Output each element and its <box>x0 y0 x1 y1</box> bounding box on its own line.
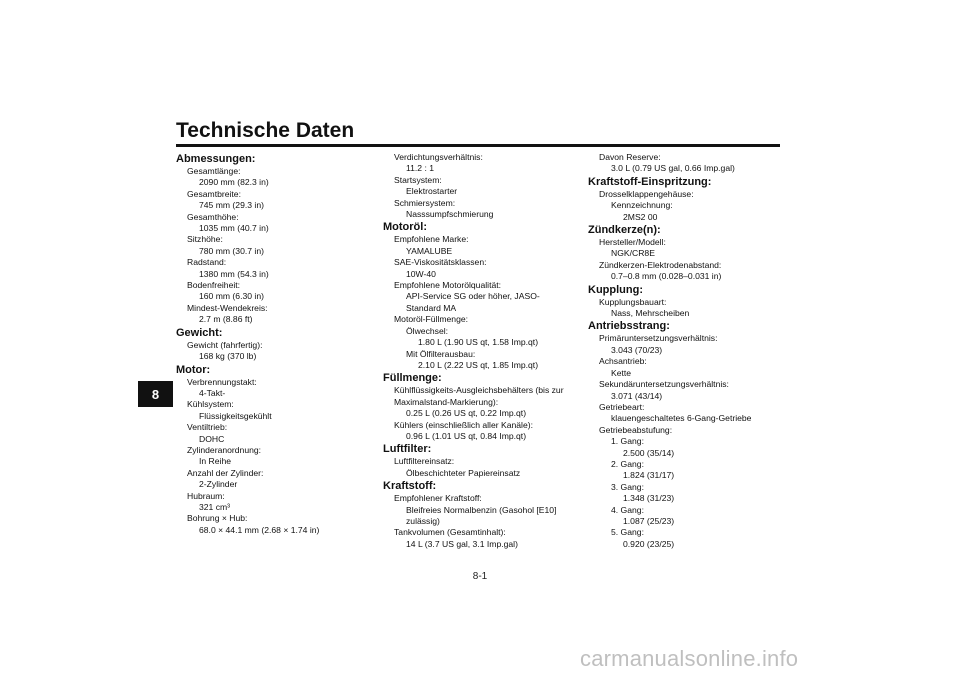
spec-line: Gesamtbreite: <box>187 188 241 199</box>
spec-line: Getriebeart: <box>599 401 645 412</box>
spec-line: Davon Reserve: <box>599 152 661 162</box>
section-heading: Luftfilter: <box>383 443 432 456</box>
spec-line: Kühlflüssigkeits-Ausgleichsbehälters (bis zur <box>394 385 564 396</box>
spec-line: DOHC <box>199 433 225 444</box>
spec-line: 168 kg (370 lb) <box>199 351 257 362</box>
spec-line: Gesamthöhe: <box>187 211 239 222</box>
spec-line: 1.80 L (1.90 US qt, 1.58 Imp.qt) <box>418 337 539 348</box>
spec-line: Verdichtungsverhältnis: <box>394 152 483 162</box>
spec-line: Primäruntersetzungsverhältnis: <box>599 333 718 344</box>
spec-line: 3. Gang: <box>611 481 644 492</box>
spec-line: Ventiltrieb: <box>187 422 228 433</box>
spec-line: 0.920 (23/25) <box>623 538 675 549</box>
spec-line: 1.087 (25/23) <box>623 515 675 526</box>
section-heading: Gewicht: <box>176 326 223 339</box>
section-heading: Kraftstoff-Einspritzung: <box>588 175 712 188</box>
spec-line: NGK/CR8E <box>611 248 655 259</box>
title-rule <box>176 144 780 147</box>
spec-line: 2090 mm (82.3 in) <box>199 177 269 188</box>
spec-line: Empfohlene Marke: <box>394 234 469 245</box>
section-heading: Antriebsstrang: <box>588 320 670 333</box>
spec-line: Kennzeichnung: <box>611 200 673 211</box>
spec-column-2 <box>383 152 588 550</box>
spec-column-3 <box>588 152 778 550</box>
section-heading: Kupplung: <box>588 283 643 296</box>
spec-line: 3.0 L (0.79 US gal, 0.66 Imp.gal) <box>611 163 735 174</box>
spec-line: 745 mm (29.3 in) <box>199 200 264 211</box>
spec-line: Elektrostarter <box>406 186 458 197</box>
spec-line: Tankvolumen (Gesamtinhalt): <box>394 527 506 538</box>
spec-line: Zündkerzen-Elektrodenabstand: <box>599 259 722 270</box>
spec-line: YAMALUBE <box>406 245 453 256</box>
spec-line: Anzahl der Zylinder: <box>187 467 264 478</box>
spec-line: Achsantrieb: <box>599 356 647 367</box>
spec-line: 4-Takt- <box>199 387 226 398</box>
spec-line: Sekundäruntersetzungsverhältnis: <box>599 379 729 390</box>
spec-line: Nasssumpfschmierung <box>406 209 494 220</box>
section-heading: Abmessungen: <box>176 153 256 165</box>
spec-line: Kühlers (einschließlich aller Kanäle): <box>394 419 533 430</box>
spec-line: Nass, Mehrscheiben <box>611 308 690 319</box>
watermark: carmanualsonline.info <box>580 646 799 671</box>
spec-line: 1.348 (31/23) <box>623 493 675 504</box>
spec-line: Gewicht (fahrfertig): <box>187 339 263 350</box>
spec-line: 2.10 L (2.22 US qt, 1.85 Imp.qt) <box>418 359 539 370</box>
spec-line: Startsystem: <box>394 174 442 185</box>
spec-line: 0.96 L (1.01 US qt, 0.84 Imp.qt) <box>406 430 527 441</box>
spec-line: 10W-40 <box>406 268 436 279</box>
spec-line: 3.071 (43/14) <box>611 390 663 401</box>
page-number: 8-1 <box>472 571 488 582</box>
spec-line: Getriebeabstufung: <box>599 424 673 435</box>
section-heading: Motor: <box>176 363 211 376</box>
spec-line: 2.500 (35/14) <box>623 447 675 458</box>
spec-line: API-Service SG oder höher, JASO- <box>406 291 540 302</box>
spec-line: Sitzhöhe: <box>187 234 223 245</box>
spec-line: Luftfiltereinsatz: <box>394 456 455 467</box>
spec-line: klauengeschaltetes 6-Gang-Getriebe <box>611 413 752 424</box>
spec-line: 160 mm (6.30 in) <box>199 291 264 302</box>
spec-line: Motoröl-Füllmenge: <box>394 314 469 325</box>
spec-line: 2. Gang: <box>611 458 644 469</box>
spec-line: 68.0 × 44.1 mm (2.68 × 1.74 in) <box>199 524 320 535</box>
spec-line: 1380 mm (54.3 in) <box>199 268 269 279</box>
section-heading: Zündkerze(n): <box>588 224 661 237</box>
spec-line: Ölwechsel: <box>406 325 449 336</box>
spec-line: 2-Zylinder <box>199 479 238 490</box>
spec-line: zulässig) <box>406 515 440 526</box>
spec-line: Bohrung × Hub: <box>187 513 248 524</box>
spec-line: 14 L (3.7 US gal, 3.1 Imp.gal) <box>406 538 518 549</box>
spec-line: 2MS2 00 <box>623 211 658 222</box>
section-heading: Motoröl: <box>383 221 427 234</box>
spec-line: Verbrennungstakt: <box>187 376 257 387</box>
spec-line: Kette <box>611 367 632 378</box>
spec-line: Mit Ölfilterausbau: <box>406 348 476 359</box>
section-heading: Kraftstoff: <box>383 480 437 493</box>
spec-line: Kupplungsbauart: <box>599 296 667 307</box>
spec-line: 4. Gang: <box>611 504 644 515</box>
spec-line: Hersteller/Modell: <box>599 237 666 248</box>
spec-line: 780 mm (30.7 in) <box>199 245 264 256</box>
section-heading: Füllmenge: <box>383 372 442 385</box>
spec-line: Drosselklappengehäuse: <box>599 188 694 199</box>
spec-line: Bleifreies Normalbenzin (Gasohol [E10] <box>406 504 557 515</box>
spec-line: Mindest-Wendekreis: <box>187 302 268 313</box>
page-title: Technische Daten <box>176 119 355 142</box>
spec-line: Hubraum: <box>187 490 225 501</box>
spec-line: 2.7 m (8.86 ft) <box>199 314 253 325</box>
spec-line: Schmiersystem: <box>394 197 456 208</box>
spec-line: 11.2 : 1 <box>406 163 435 174</box>
spec-line: Ölbeschichteter Papiereinsatz <box>406 467 521 478</box>
spec-line: 5. Gang: <box>611 527 644 538</box>
chapter-tab: 8 <box>138 381 173 407</box>
spec-line: Empfohlener Kraftstoff: <box>394 493 482 504</box>
spec-line: Bodenfreiheit: <box>187 280 241 291</box>
spec-line: Zylinderanordnung: <box>187 444 262 455</box>
spec-line: 0.25 L (0.26 US qt, 0.22 Imp.qt) <box>406 408 527 419</box>
spec-line: Gesamtlänge: <box>187 166 241 176</box>
spec-line: 1. Gang: <box>611 436 644 447</box>
spec-line: 3.043 (70/23) <box>611 344 663 355</box>
spec-line: Empfohlene Motorölqualität: <box>394 280 502 291</box>
spec-line: 1035 mm (40.7 in) <box>199 223 269 234</box>
spec-line: Standard MA <box>406 302 457 313</box>
spec-line: Flüssigkeitsgekühlt <box>199 410 272 421</box>
spec-line: 0.7–0.8 mm (0.028–0.031 in) <box>611 271 722 282</box>
spec-line: 321 cm³ <box>199 501 231 512</box>
spec-line: Kühlsystem: <box>187 399 234 410</box>
spec-line: In Reihe <box>199 456 232 467</box>
spec-line: Maximalstand-Markierung): <box>394 396 499 407</box>
spec-line: SAE-Viskositätsklassen: <box>394 257 487 268</box>
spec-line: Radstand: <box>187 257 227 268</box>
spec-column-1 <box>176 152 376 536</box>
spec-line: 1.824 (31/17) <box>623 470 675 481</box>
